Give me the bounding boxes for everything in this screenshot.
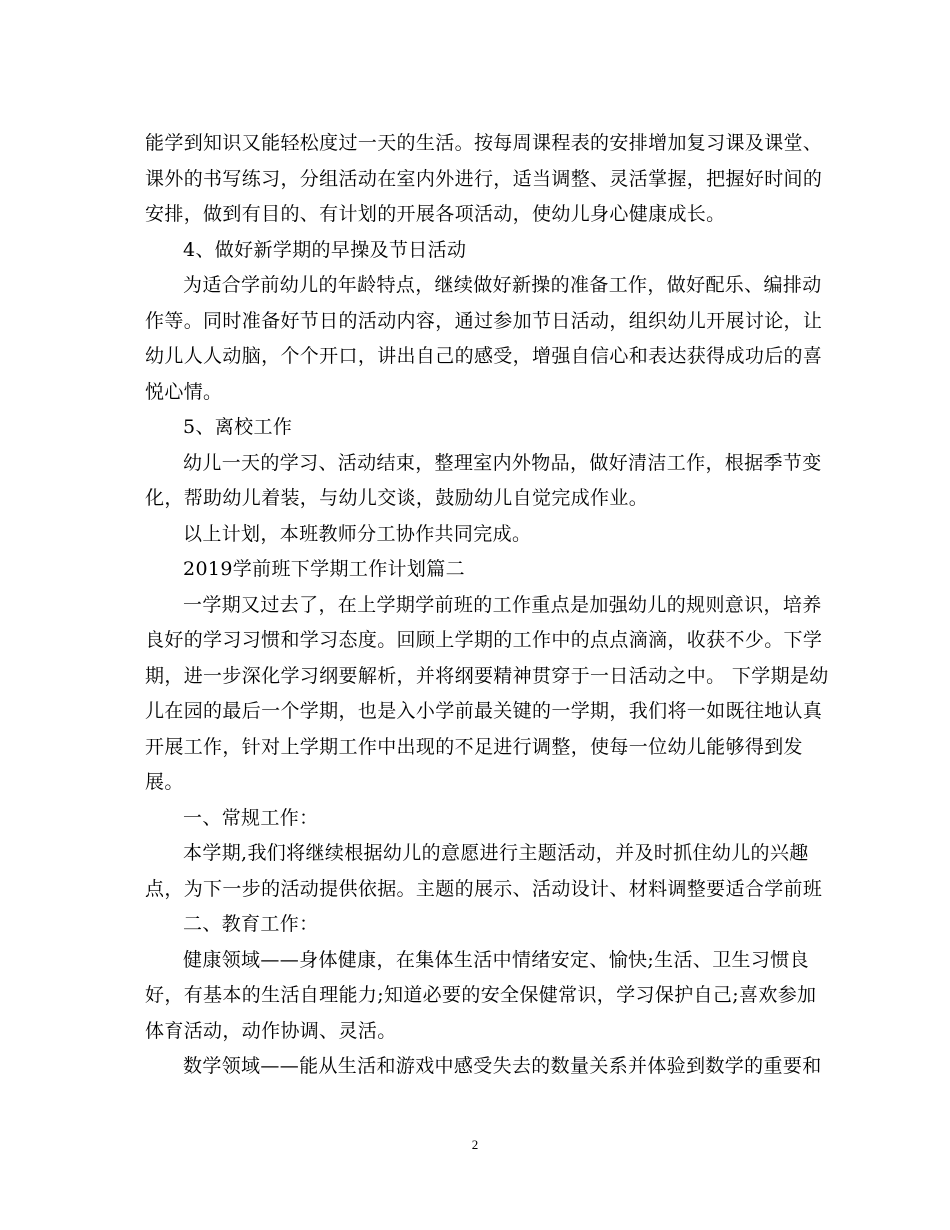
paragraph-line: 健康领域——身体健康，在集体生活中情绪安定、愉快;生活、卫生习惯良 <box>183 948 809 971</box>
paragraph-line: 悦心情。 <box>145 380 223 403</box>
paragraph-line: 一学期又过去了，在上学期学前班的工作重点是加强幼儿的规则意识，培养 <box>183 593 822 616</box>
paragraph-line: 良好的学习习惯和学习态度。回顾上学期的工作中的点点滴滴，收获不少。下学 <box>145 629 823 651</box>
paragraph-line: 化，帮助幼儿着装，与幼儿交谈，鼓励幼儿自觉完成作业。 <box>145 487 649 509</box>
paragraph-line: 体育活动，动作协调、灵活。 <box>145 1019 397 1042</box>
paragraph-line: 期，进一步深化学习纲要解析，并将纲要精神贯穿于一日活动之中。 下学期是幼 <box>145 664 829 687</box>
section-heading: 5、离校工作 <box>183 416 293 438</box>
section-heading: 二、教育工作： <box>183 913 319 935</box>
document-body <box>145 126 829 1085</box>
document-subtitle: 2019学前班下学期工作计划篇二 <box>183 558 465 580</box>
section-heading: 一、常规工作： <box>183 806 319 829</box>
paragraph-line: 幼儿一天的学习、活动结束，整理室内外物品，做好清洁工作，根据季节变 <box>183 451 822 474</box>
paragraph-line: 以上计划，本班教师分工协作共同完成。 <box>183 522 532 545</box>
paragraph-line: 好，有基本的生活自理能力;知道必要的安全保健常识，学习保护自己;喜欢参加 <box>145 984 817 1006</box>
paragraph-line: 幼儿人人动脑，个个开口，讲出自己的感受，增强自信心和表达获得成功后的喜 <box>145 345 823 367</box>
paragraph-line: 作等。同时准备好节日的活动内容，通过参加节日活动，组织幼儿开展讨论，让 <box>145 309 823 332</box>
paragraph-line: 点，为下一步的活动提供依据。主题的展示、活动设计、材料调整要适合学前班 <box>145 877 823 900</box>
paragraph-line: 能学到知识又能轻松度过一天的生活。按每周课程表的安排增加复习课及课堂、 <box>145 132 823 154</box>
paragraph-line: 开展工作，针对上学期工作中出现的不足进行调整，使每一位幼儿能够得到发 <box>145 735 803 758</box>
paragraph-line: 儿在园的最后一个学期，也是入小学前最关键的一学期，我们将一如既往地认真 <box>145 700 823 722</box>
paragraph-line: 课外的书写练习，分组活动在室内外进行，适当调整、灵活掌握，把握好时间的 <box>145 167 823 190</box>
page-number: 2 <box>471 1137 479 1152</box>
paragraph-line: 数学领域——能从生活和游戏中感受失去的数量关系并体验到数学的重要和 <box>183 1055 822 1077</box>
paragraph-line: 展。 <box>145 771 184 793</box>
paragraph-line: 安排，做到有目的、有计划的开展各项活动，使幼儿身心健康成长。 <box>145 203 726 225</box>
section-heading: 4、做好新学期的早操及节日活动 <box>183 238 467 261</box>
paragraph-line: 为适合学前幼儿的年龄特点，继续做好新操的准备工作，做好配乐、编排动 <box>183 274 822 296</box>
paragraph-line: 本学期,我们将继续根据幼儿的意愿进行主题活动，并及时抓住幼儿的兴趣 <box>183 842 809 864</box>
